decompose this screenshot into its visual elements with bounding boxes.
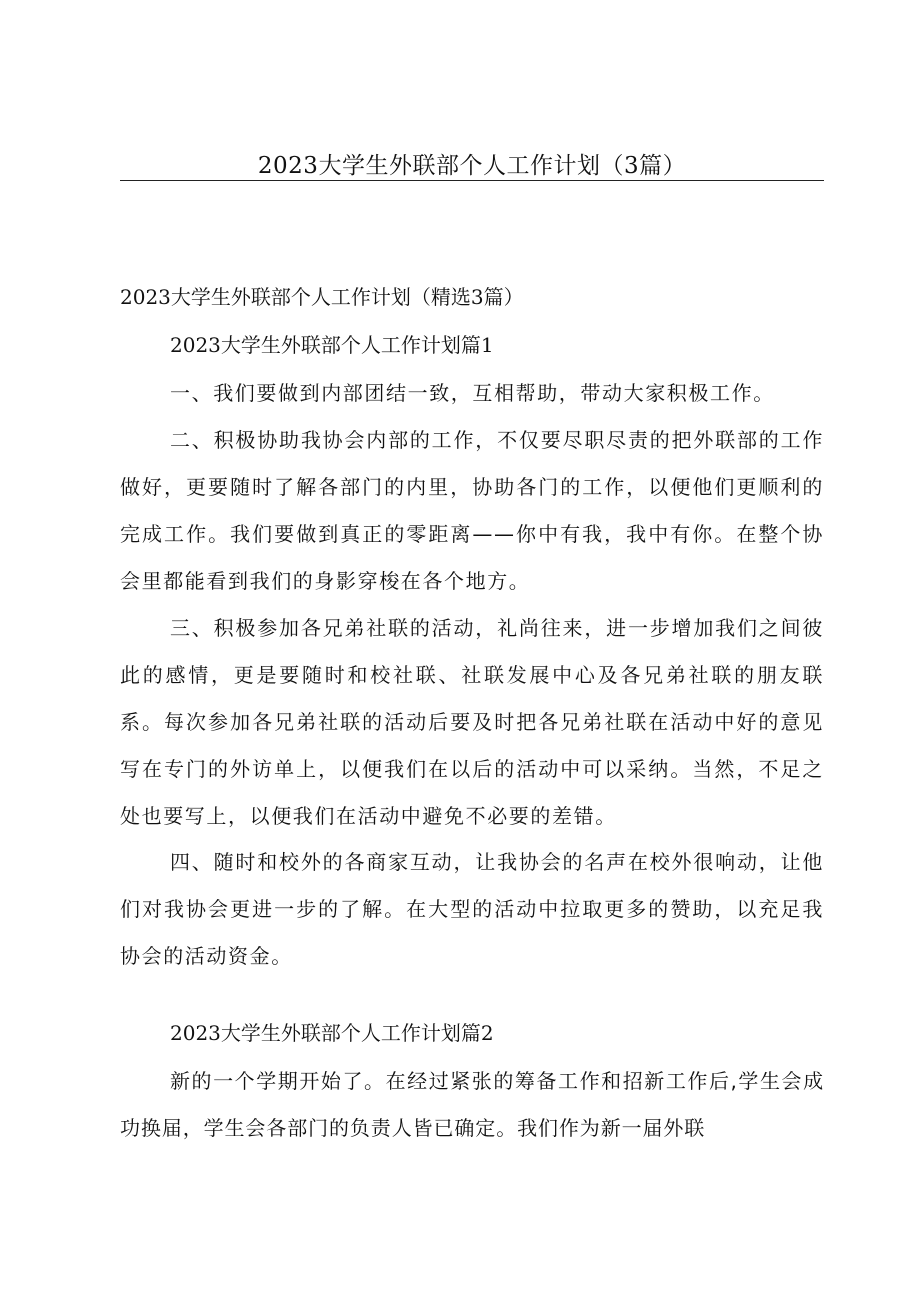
paragraph-2: 二、积极协助我协会内部的工作，不仅要尽职尽责的把外联部的工作做好，更要随时了解各部门的内里，协助各门的工作，以便他们更顺利的完成工作。我们要做到真正的零距离——你中有我，我中有你。在整个协会里都能看到我们的身影穿梭在各个地方。 [120,428,824,593]
title-underline [120,180,824,181]
document-subtitle: 2023大学生外联部个人工作计划（精选3篇） [120,285,524,309]
paragraph-4: 四、随时和校外的各商家互动，让我协会的名声在校外很响动，让他们对我协会更进一步的了解。在大型的活动中拉取更多的赞助，以充足我协会的活动资金。 [120,850,824,968]
paragraph-5: 新的一个学期开始了。在经过紧张的筹备工作和招新工作后,学生会成功换届，学生会各部门的负责人皆已确定。我们作为新一届外联 [120,1069,824,1140]
section-heading-1: 2023大学生外联部个人工作计划篇1 [170,333,494,357]
paragraph-3: 三、积极参加各兄弟社联的活动，礼尚往来，进一步增加我们之间彼此的感情，更是要随时和校社联、社联发展中心及各兄弟社联的朋友联系。每次参加各兄弟社联的活动后要及时把各兄弟社联在活动中好的意见写在专门的外访单上，以便我们在以后的活动中可以采纳。当然，不足之处也要写上，以便我们在活动中避免不必要的差错。 [120,616,824,828]
document-title: 2023大学生外联部个人工作计划（3篇） [257,153,687,179]
paragraph-1: 一、我们要做到内部团结一致，互相帮助，带动大家积极工作。 [170,381,775,405]
section-heading-2: 2023大学生外联部个人工作计划篇2 [170,1021,494,1045]
